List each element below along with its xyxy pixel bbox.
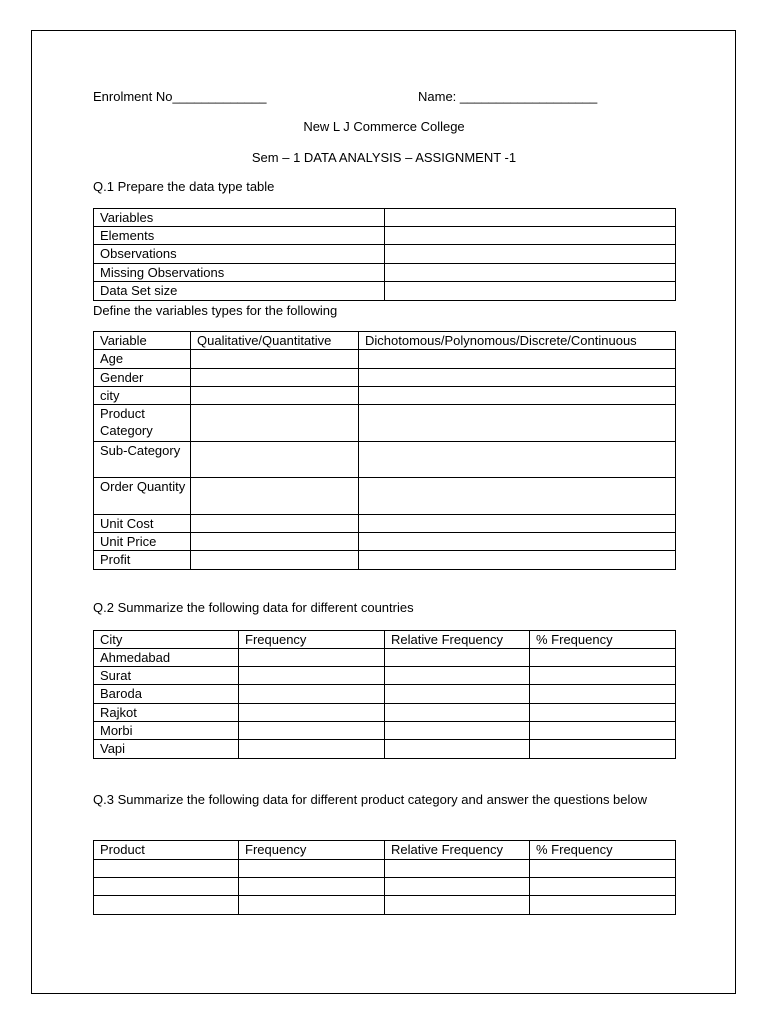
table-row bbox=[94, 740, 676, 759]
table-row bbox=[94, 282, 676, 301]
answer-cell[interactable] bbox=[191, 533, 359, 551]
answer-cell[interactable] bbox=[385, 704, 530, 722]
answer-cell[interactable] bbox=[385, 264, 676, 282]
table-row bbox=[94, 685, 676, 704]
answer-cell[interactable] bbox=[385, 227, 676, 245]
answer-cell[interactable] bbox=[94, 896, 239, 915]
answer-cell[interactable] bbox=[191, 551, 359, 570]
answer-cell[interactable] bbox=[530, 704, 676, 722]
enrolment-field: Enrolment No_____________ bbox=[93, 89, 267, 104]
row-label-missing-observations: Missing Observations bbox=[94, 264, 385, 282]
table-row bbox=[94, 704, 676, 722]
answer-cell[interactable] bbox=[239, 649, 385, 667]
city-vapi: Vapi bbox=[94, 740, 239, 759]
city-frequency-table bbox=[93, 630, 676, 759]
table-row bbox=[94, 649, 676, 667]
table-row bbox=[94, 245, 676, 264]
city-morbi: Morbi bbox=[94, 722, 239, 740]
city-surat: Surat bbox=[94, 667, 239, 685]
variable-order-quantity: Order Quantity bbox=[94, 478, 191, 515]
table-row bbox=[94, 442, 676, 478]
table-row bbox=[94, 350, 676, 369]
answer-cell[interactable] bbox=[239, 704, 385, 722]
answer-cell[interactable] bbox=[530, 896, 676, 915]
answer-cell[interactable] bbox=[239, 722, 385, 740]
variable-profit: Profit bbox=[94, 551, 191, 570]
college-title: New L J Commerce College bbox=[303, 119, 465, 134]
answer-cell[interactable] bbox=[385, 722, 530, 740]
answer-cell[interactable] bbox=[385, 209, 676, 227]
header-city: City bbox=[94, 631, 239, 649]
table-row bbox=[94, 264, 676, 282]
row-label-observations: Observations bbox=[94, 245, 385, 264]
variable-gender: Gender bbox=[94, 369, 191, 387]
answer-cell[interactable] bbox=[385, 245, 676, 264]
answer-cell[interactable] bbox=[359, 369, 676, 387]
answer-cell[interactable] bbox=[385, 860, 530, 878]
answer-cell[interactable] bbox=[530, 685, 676, 704]
header-relative-frequency: Relative Frequency bbox=[385, 631, 530, 649]
row-label-data-set-size: Data Set size bbox=[94, 282, 385, 301]
header-product: Product bbox=[94, 841, 239, 860]
answer-cell[interactable] bbox=[530, 740, 676, 759]
answer-cell[interactable] bbox=[530, 860, 676, 878]
answer-cell[interactable] bbox=[530, 878, 676, 896]
table-row bbox=[94, 667, 676, 685]
q3-title: Q.3 Summarize the following data for different product category and answer the questions below bbox=[93, 792, 648, 807]
answer-cell[interactable] bbox=[191, 442, 359, 478]
variable-unit-cost: Unit Cost bbox=[94, 515, 191, 533]
answer-cell[interactable] bbox=[530, 649, 676, 667]
variable-unit-price: Unit Price bbox=[94, 533, 191, 551]
variable-age: Age bbox=[94, 350, 191, 369]
answer-cell[interactable] bbox=[191, 478, 359, 515]
city-ahmedabad: Ahmedabad bbox=[94, 649, 239, 667]
answer-cell[interactable] bbox=[359, 442, 676, 478]
assignment-title: Sem – 1 DATA ANALYSIS – ASSIGNMENT -1 bbox=[251, 150, 517, 165]
table-row bbox=[94, 533, 676, 551]
table-row bbox=[94, 387, 676, 405]
answer-cell[interactable] bbox=[191, 350, 359, 369]
answer-cell[interactable] bbox=[239, 896, 385, 915]
table-row bbox=[94, 405, 676, 442]
answer-cell[interactable] bbox=[191, 515, 359, 533]
answer-cell[interactable] bbox=[385, 282, 676, 301]
answer-cell[interactable] bbox=[359, 533, 676, 551]
table-row bbox=[94, 515, 676, 533]
header-percent-frequency: % Frequency bbox=[530, 631, 676, 649]
answer-cell[interactable] bbox=[359, 551, 676, 570]
answer-cell[interactable] bbox=[385, 685, 530, 704]
answer-cell[interactable] bbox=[530, 667, 676, 685]
table-row bbox=[94, 227, 676, 245]
answer-cell[interactable] bbox=[359, 478, 676, 515]
header-frequency: Frequency bbox=[239, 631, 385, 649]
row-label-variables: Variables bbox=[94, 209, 385, 227]
answer-cell[interactable] bbox=[385, 667, 530, 685]
table-row bbox=[94, 551, 676, 570]
answer-cell[interactable] bbox=[239, 878, 385, 896]
answer-cell[interactable] bbox=[385, 740, 530, 759]
header-relative-frequency: Relative Frequency bbox=[385, 841, 530, 860]
header-percent-frequency: % Frequency bbox=[530, 841, 676, 860]
answer-cell[interactable] bbox=[359, 405, 676, 442]
answer-cell[interactable] bbox=[94, 878, 239, 896]
answer-cell[interactable] bbox=[94, 860, 239, 878]
name-field: Name: ___________________ bbox=[418, 89, 598, 104]
variable-types-table bbox=[93, 331, 676, 570]
define-variables-text: Define the variables types for the following bbox=[93, 303, 338, 318]
answer-cell[interactable] bbox=[530, 722, 676, 740]
header-qualitative-quantitative: Qualitative/Quantitative bbox=[191, 332, 359, 350]
answer-cell[interactable] bbox=[191, 369, 359, 387]
table-header-row bbox=[94, 841, 676, 860]
table-row bbox=[94, 896, 676, 915]
table-row bbox=[94, 878, 676, 896]
table-row bbox=[94, 722, 676, 740]
answer-cell[interactable] bbox=[359, 387, 676, 405]
header-frequency: Frequency bbox=[239, 841, 385, 860]
q2-title: Q.2 Summarize the following data for different countries bbox=[93, 600, 414, 615]
data-type-table bbox=[93, 208, 676, 301]
answer-cell[interactable] bbox=[239, 860, 385, 878]
header-dichotomous-continuous: Dichotomous/Polynomous/Discrete/Continuous bbox=[359, 332, 676, 350]
city-rajkot: Rajkot bbox=[94, 704, 239, 722]
answer-cell[interactable] bbox=[385, 896, 530, 915]
variable-sub-category: Sub-Category bbox=[94, 442, 191, 478]
table-header-row bbox=[94, 332, 676, 350]
answer-cell[interactable] bbox=[359, 515, 676, 533]
answer-cell[interactable] bbox=[359, 350, 676, 369]
variable-city: city bbox=[94, 387, 191, 405]
table-row bbox=[94, 860, 676, 878]
variable-product-category: Product Category bbox=[94, 405, 191, 442]
answer-cell[interactable] bbox=[239, 667, 385, 685]
answer-cell[interactable] bbox=[385, 649, 530, 667]
city-baroda: Baroda bbox=[94, 685, 239, 704]
answer-cell[interactable] bbox=[385, 878, 530, 896]
answer-cell[interactable] bbox=[239, 740, 385, 759]
q1-title: Q.1 Prepare the data type table bbox=[93, 179, 275, 194]
table-row bbox=[94, 369, 676, 387]
table-header-row bbox=[94, 631, 676, 649]
table-row bbox=[94, 209, 676, 227]
answer-cell[interactable] bbox=[191, 387, 359, 405]
table-row bbox=[94, 478, 676, 515]
header-variable: Variable bbox=[94, 332, 191, 350]
row-label-elements: Elements bbox=[94, 227, 385, 245]
answer-cell[interactable] bbox=[239, 685, 385, 704]
product-frequency-table bbox=[93, 840, 676, 915]
answer-cell[interactable] bbox=[191, 405, 359, 442]
